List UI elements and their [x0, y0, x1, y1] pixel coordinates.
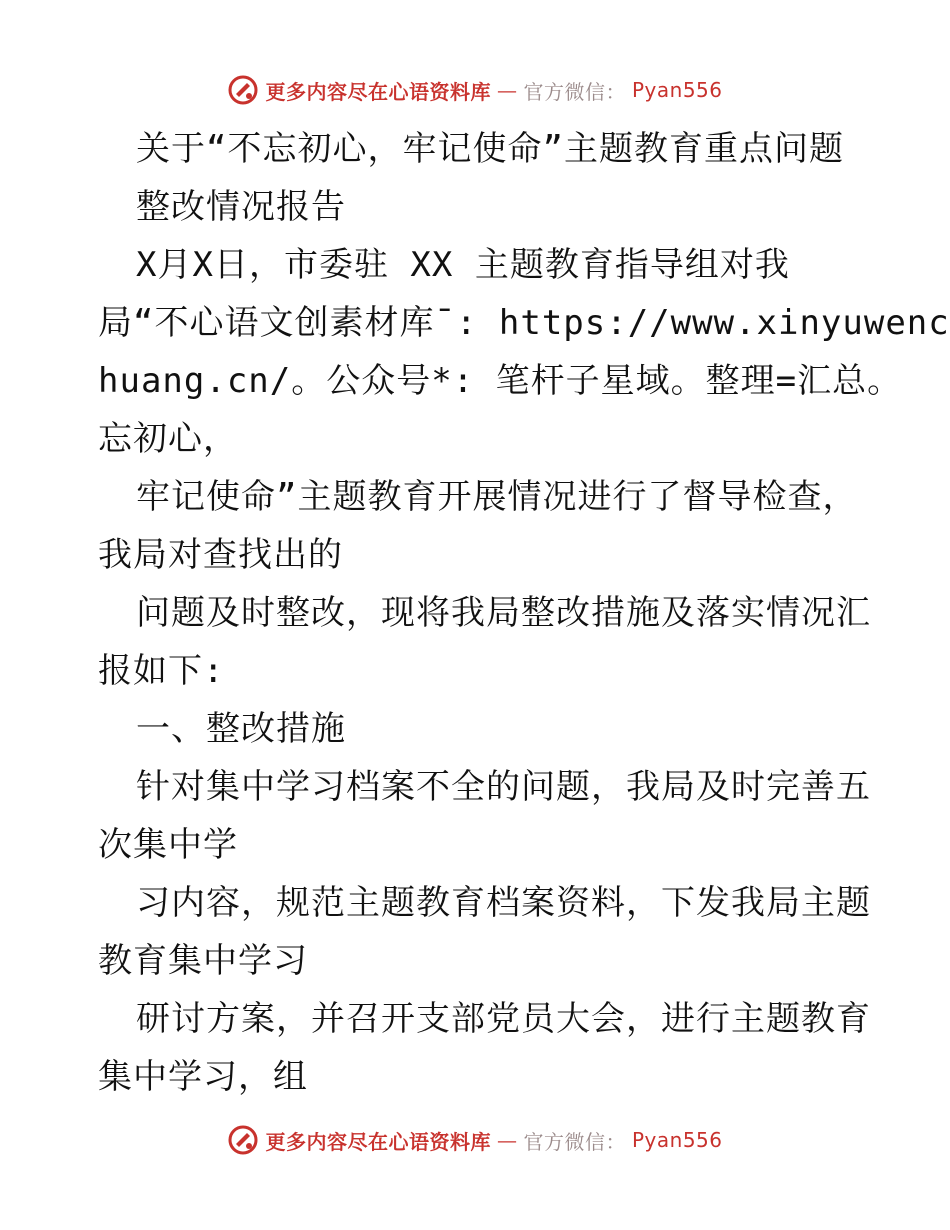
- doc-section-heading: 一、整改措施: [136, 709, 346, 749]
- banner-dash: —: [496, 1128, 518, 1152]
- doc-paragraph-line: 次集中学: [98, 825, 238, 865]
- banner-content: [227, 74, 722, 106]
- doc-title-line-1: 关于“不忘初心，牢记使命”主题教育重点问题: [136, 129, 844, 169]
- logo-icon: [227, 74, 259, 106]
- doc-paragraph-line: X月X日，市委驻 XX 主题教育指导组对我: [136, 245, 790, 285]
- doc-paragraph-line: 牢记使命”主题教育开展情况进行了督导检查，: [136, 477, 858, 517]
- banner-wechat-handle: Pyan556: [631, 1128, 723, 1152]
- doc-paragraph-line: 忘初心，: [98, 419, 238, 459]
- banner-official-label: 官方微信：: [523, 79, 626, 104]
- doc-paragraph-line: 问题及时整改，现将我局整改措施及落实情况汇: [136, 593, 871, 633]
- banner-official-label: 官方微信：: [523, 1129, 626, 1154]
- doc-paragraph-line: 集中学习，组: [98, 1057, 308, 1097]
- footer-banner: [0, 1120, 950, 1160]
- header-banner: [0, 70, 950, 110]
- banner-main-text: 更多内容尽在心语资料库: [265, 1129, 491, 1154]
- doc-paragraph-line: 局“不心语文创素材库¯: https://www.xinyuwenc: [98, 303, 950, 343]
- doc-paragraph-line: 针对集中学习档案不全的问题，我局及时完善五: [136, 767, 871, 807]
- doc-paragraph-line: 习内容，规范主题教育档案资料，下发我局主题: [136, 883, 871, 923]
- document-body: [98, 120, 950, 1106]
- banner-content: [227, 1124, 722, 1156]
- doc-title-line-2: 整改情况报告: [136, 187, 346, 227]
- banner-wechat-handle: Pyan556: [631, 78, 723, 102]
- doc-paragraph-line: huang.cn/。公众号*: 笔杆子星域。整理=汇总。: [98, 361, 903, 401]
- doc-paragraph-line: 教育集中学习: [98, 941, 308, 981]
- banner-main-text: 更多内容尽在心语资料库: [265, 79, 491, 104]
- doc-paragraph-line: 我局对查找出的: [98, 535, 343, 575]
- banner-dash: —: [496, 78, 518, 102]
- doc-paragraph-line: 报如下:: [98, 651, 225, 691]
- logo-icon: [227, 1124, 259, 1156]
- doc-paragraph-line: 研讨方案，并召开支部党员大会，进行主题教育: [136, 999, 871, 1039]
